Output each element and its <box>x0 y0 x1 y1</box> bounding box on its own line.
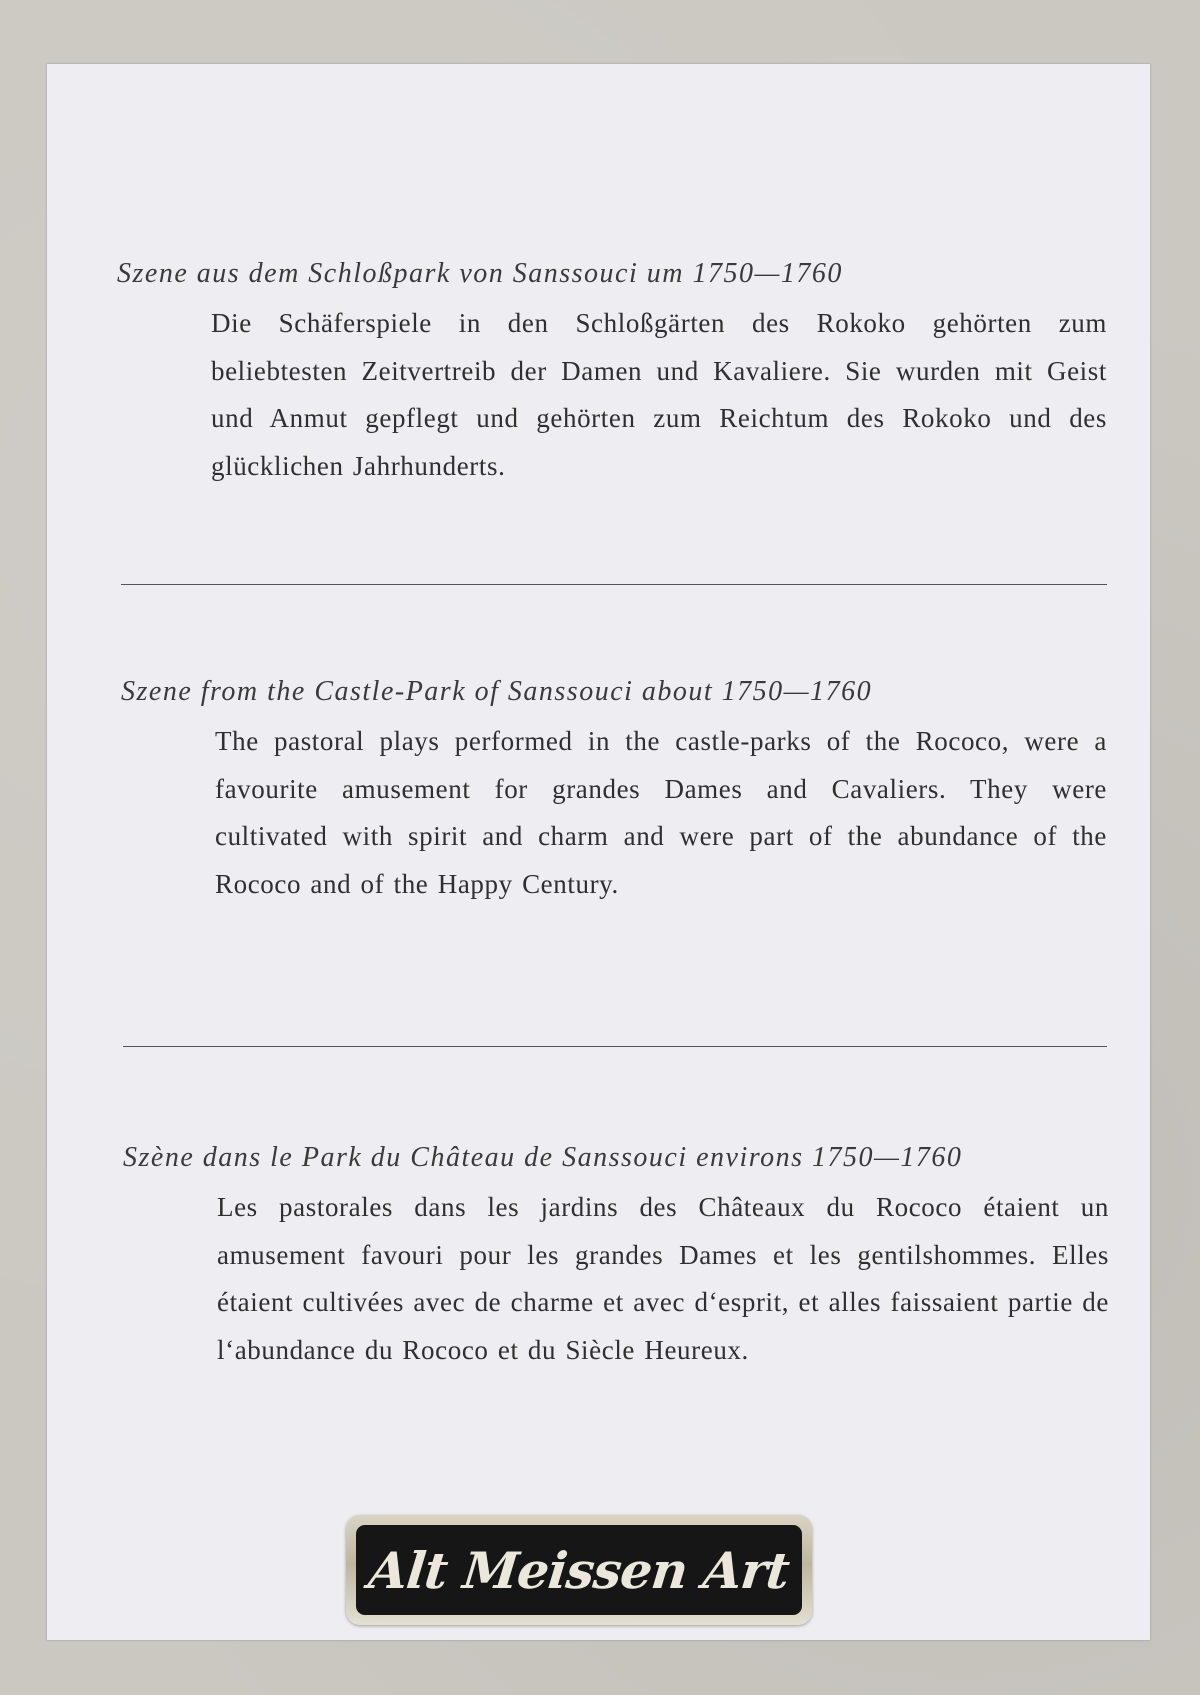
english-title: Szene from the Castle-Park of Sanssouci about 1750—1760 <box>121 676 873 707</box>
alt-meissen-art-logo <box>346 1515 812 1625</box>
description-sheet <box>47 64 1150 1640</box>
french-title: Szène dans le Park du Château de Sanssouci environs 1750—1760 <box>123 1142 963 1173</box>
logo-inner-panel <box>356 1525 802 1615</box>
german-text: Die Schäferspiele in den Schloßgärten des Rokoko gehörten zum beliebtesten Zeitvertreib der Damen und Kavaliere. Sie wurden mit Geist und Anmut gepflegt und gehörten zum Reichtum des Rokoko und des glücklichen Jahrhunderts. <box>211 308 1107 481</box>
section-divider <box>121 584 1107 585</box>
german-title: Szene aus dem Schloßpark von Sanssouci um 1750—1760 <box>117 258 843 289</box>
english-text: The pastoral plays performed in the castle-parks of the Rococo, were a favourite amusement for grandes Dames and Cavaliers. They were cultivated with spirit and charm and were part of the abundance of the Rococo and of the Happy Century. <box>215 726 1107 899</box>
logo-text: Alt Meissen Art <box>366 1540 792 1600</box>
french-text: Les pastorales dans les jardins des Châteaux du Rococo étaient un amusement favouri pour les grandes Dames et les gentilshommes. Elles étaient cultivées avec de charme et avec d‘esprit, et alles faissaient partie de l‘abundance du Rococo et du Siècle Heureux. <box>217 1192 1109 1365</box>
section-divider <box>123 1046 1107 1047</box>
